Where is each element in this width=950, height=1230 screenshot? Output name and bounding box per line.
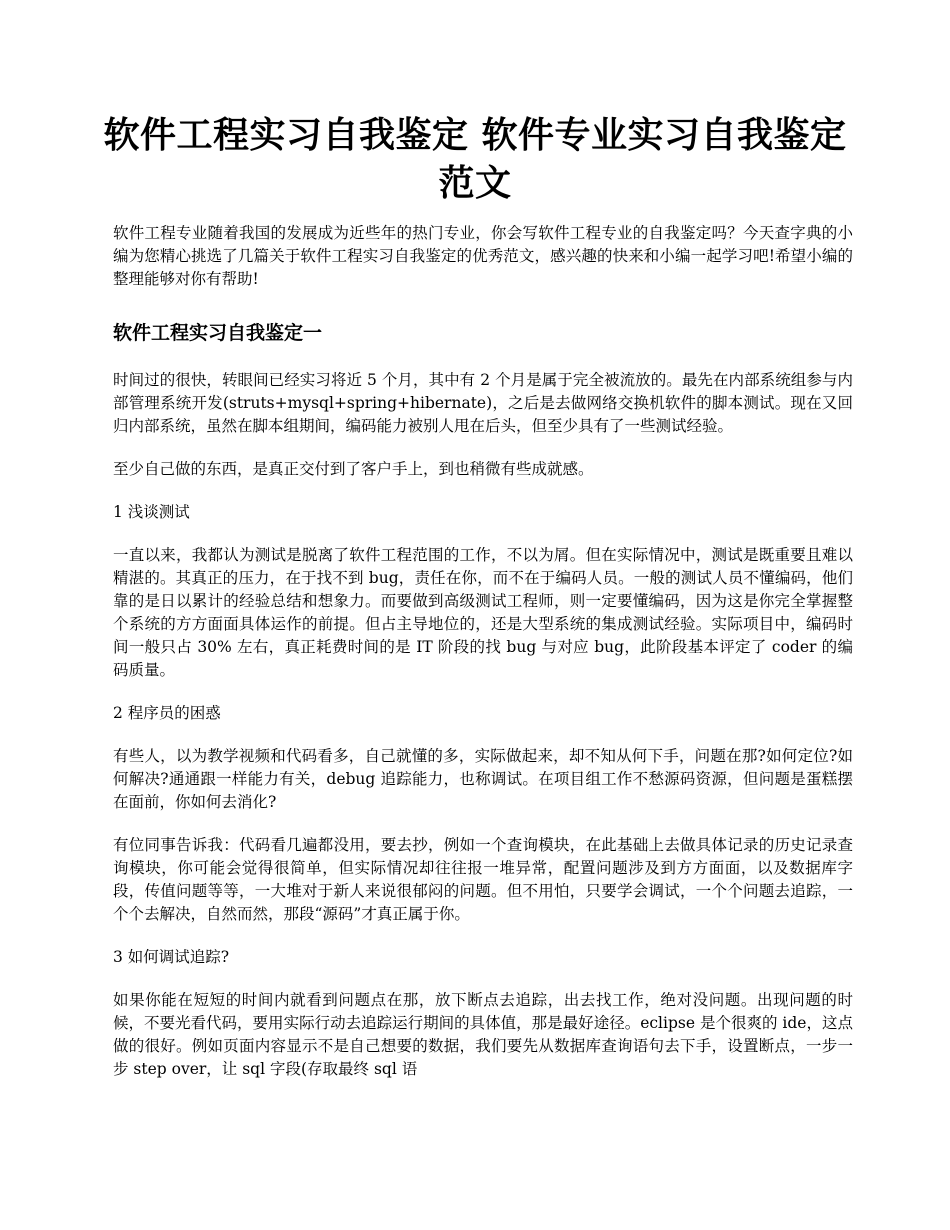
- document-body: [113, 222, 853, 1101]
- subheading-confusion: 2 程序员的困惑: [113, 704, 221, 722]
- paragraph-6: 如果你能在短短的时间内就看到问题点在那，放下断点去追踪，出去找工作，绝对没问题。出现问题的时候，不要光看代码，要用实际行动去追踪运行期间的具体值，那是最好途径。eclipse 是个很爽的 ide，这点做的很好。例如页面内容显示不是自己想要的数据，我们要先从数据库查询语句去下手，设置断点，一步一步 step over，让 sql 字段(存取最终 sql 语: [113, 991, 853, 1078]
- paragraph-4: 有些人，以为教学视频和代码看多，自己就懂的多，实际做起来，却不知从何下手，问题在那?如何定位?如何解决?通通跟一样能力有关，debug 追踪能力，也称调试。在项目组工作不愁源码资源，但问题是蛋糕摆在面前，你如何去消化?: [113, 747, 853, 811]
- subheading-debugging: 3 如何调试追踪?: [113, 948, 230, 966]
- intro-paragraph: 软件工程专业随着我国的发展成为近些年的热门专业，你会写软件工程专业的自我鉴定吗？今天查字典的小编为您精心挑选了几篇关于软件工程实习自我鉴定的优秀范文，感兴趣的快来和小编一起学习吧!希望小编的整理能够对你有帮助!: [113, 224, 853, 288]
- paragraph-1: 时间过的很快，转眼间已经实习将近 5 个月，其中有 2 个月是属于完全被流放的。最先在内部系统组参与内部管理系统开发(struts+mysql+spring+hibernate)，之后是去做网络交换机软件的脚本测试。现在又回归内部系统，虽然在脚本组期间，编码能力被别人甩在后头，但至少具有了一些测试经验。: [113, 371, 853, 435]
- document-title: 软件工程实习自我鉴定 软件专业实习自我鉴定范文: [103, 115, 847, 204]
- subheading-testing: 1 浅谈测试: [113, 503, 190, 521]
- paragraph-3: 一直以来，我都认为测试是脱离了软件工程范围的工作，不以为屑。但在实际情况中，测试是既重要且难以精湛的。其真正的压力，在于找不到 bug，责任在你，而不在于编码人员。一般的测试人员不懂编码，他们靠的是日以累计的经验总结和想象力。而要做到高级测试工程师，则一定要懂编码，因为这是你完全掌握整个系统的方方面面具体运作的前提。但占主导地位的，还是大型系统的集成测试经验。实际项目中，编码时间一般只占 30% 左右，真正耗费时间的是 IT 阶段的找 bug 与对应 bug，此阶段基本评定了 coder 的编码质量。: [113, 546, 853, 679]
- paragraph-2: 至少自己做的东西，是真正交付到了客户手上，到也稍微有些成就感。: [113, 460, 594, 478]
- paragraph-5: 有位同事告诉我：代码看几遍都没用，要去抄，例如一个查询模块，在此基础上去做具体记录的历史记录查询模块，你可能会觉得很简单，但实际情况却往往报一堆异常，配置问题涉及到方方面面，以及数据库字段，传值问题等等，一大堆对于新人来说很郁闷的问题。但不用怕，只要学会调试，一个个问题去追踪，一个个去解决，自然而然，那段“源码”才真正属于你。: [113, 836, 853, 923]
- section-heading-1: 软件工程实习自我鉴定一: [113, 322, 323, 344]
